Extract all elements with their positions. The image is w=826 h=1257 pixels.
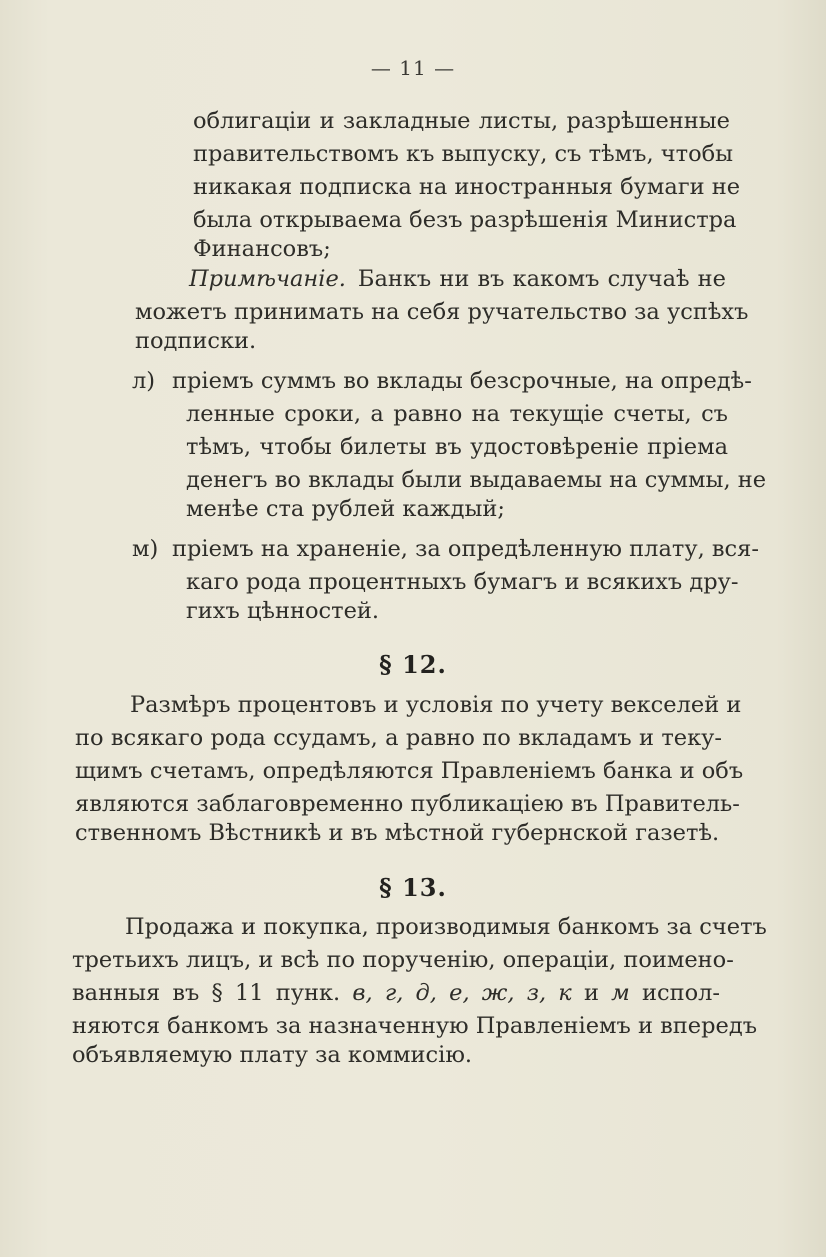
section-13-and: и: [583, 980, 599, 1006]
item-m-first-text: пріемъ на храненіе, за опредѣленную плату, вся-: [172, 536, 759, 562]
item-k-line-4: была открываема безъ разрѣшенія Министра: [193, 207, 737, 233]
item-m-line-3: гихъ цѣнностей.: [186, 598, 380, 624]
item-k-line-2: правительствомъ къ выпуску, съ тѣмъ, чтобы: [193, 141, 734, 167]
note-first-line: [189, 264, 726, 294]
item-l-line-5: менѣе ста рублей каждый;: [186, 496, 505, 522]
section-12-heading: § 12.: [379, 650, 447, 679]
item-k-line-3: никакая подписка на иностранныя бумаги не: [193, 174, 741, 200]
item-l-marker: л): [132, 368, 156, 394]
item-l-line-4: денегъ во вклады были выдаваемы на суммы, не: [186, 467, 767, 493]
note-line-3: подписки.: [135, 328, 257, 354]
note-line-2: можетъ принимать на себя ручательство за успѣхъ: [135, 299, 749, 325]
section-13-line-1: Продажа и покупка, производимыя банкомъ за счетъ: [125, 914, 767, 940]
note-first-text: Банкъ ни въ какомъ случаѣ не: [357, 266, 726, 292]
section-13-item-letters: в, г, д, е, ж, з, к: [352, 980, 572, 1006]
section-13-line-3-prefix: ванныя въ § 11 пунк.: [72, 980, 341, 1006]
section-13-line-3-suffix: испол-: [641, 980, 721, 1006]
section-13-heading: § 13.: [379, 873, 447, 902]
section-12-line-2: по всякаго рода ссудамъ, а равно по вкладамъ и теку-: [75, 725, 722, 751]
item-l-line-2: ленные сроки, а равно на текущіе счеты, съ: [186, 401, 728, 427]
section-13-line-5: объявляемую плату за коммисію.: [72, 1042, 473, 1068]
section-12-line-5: ственномъ Вѣстникѣ и въ мѣстной губернской газетѣ.: [75, 820, 720, 846]
item-k-line-1: облигаціи и закладные листы, разрѣшенные: [193, 108, 730, 134]
item-l-first-line: [132, 366, 752, 396]
section-13-last-letter: м: [611, 980, 630, 1006]
item-l-first-text: пріемъ суммъ во вклады безсрочные, на опредѣ-: [172, 368, 752, 394]
section-12-line-3: щимъ счетамъ, опредѣляются Правленіемъ банка и объ: [75, 758, 744, 784]
item-m-first-line: [132, 534, 759, 564]
section-13-line-4: няются банкомъ за назначенную Правленіемъ и впередъ: [72, 1013, 758, 1039]
section-12-line-4: являются заблаговременно публикаціею въ Правитель-: [75, 791, 740, 817]
item-m-line-2: каго рода процентныхъ бумагъ и всякихъ дру-: [186, 569, 739, 595]
section-13-line-3: [72, 978, 720, 1008]
item-k-line-5: Финансовъ;: [193, 236, 331, 262]
page-number: — 11 —: [370, 56, 456, 80]
item-m-marker: м): [132, 536, 159, 562]
item-l-line-3: тѣмъ, чтобы билеты въ удостовѣреніе пріема: [186, 434, 728, 460]
note-label: Примѣчаніе.: [189, 266, 346, 292]
section-13-line-2: третьихъ лицъ, и всѣ по порученію, операціи, поимено-: [72, 947, 734, 973]
section-12-line-1: Размѣръ процентовъ и условія по учету векселей и: [130, 692, 742, 718]
